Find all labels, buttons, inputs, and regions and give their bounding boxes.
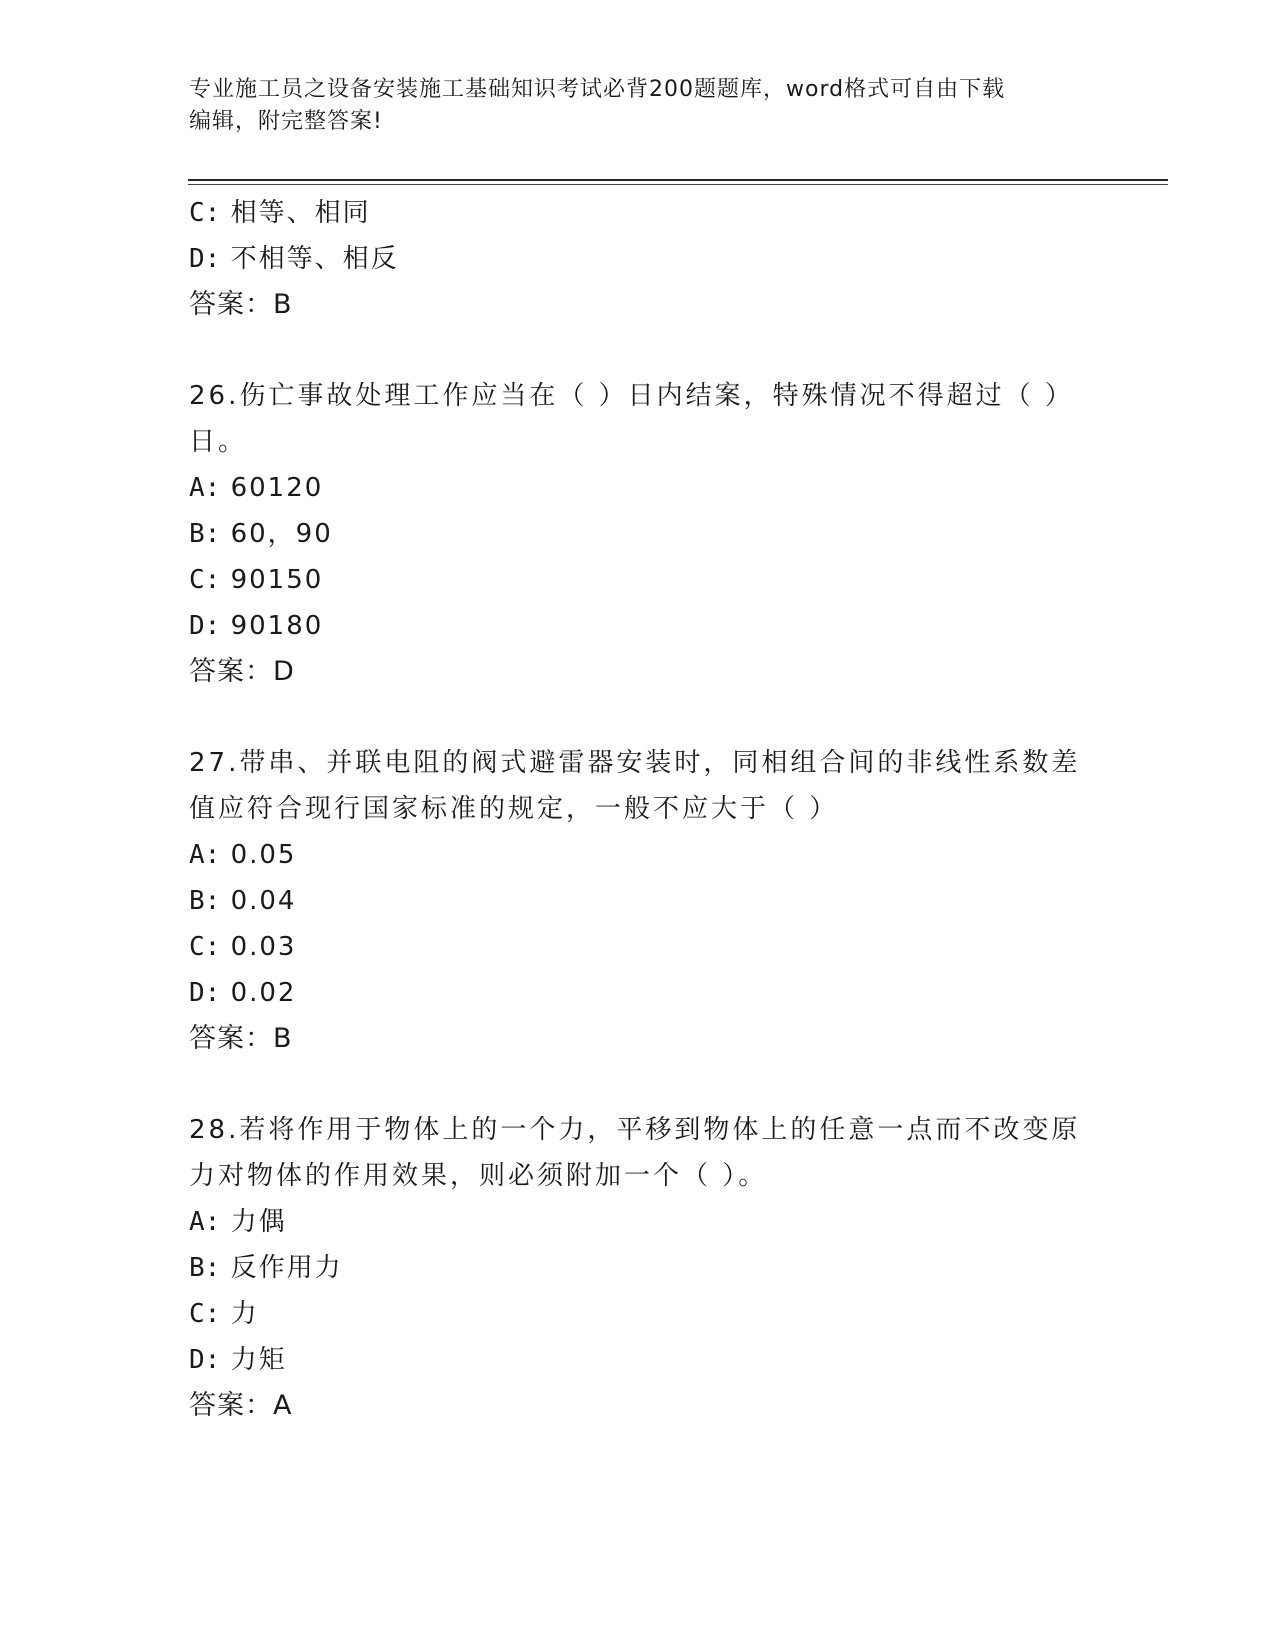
option-label: C:: [189, 932, 221, 962]
option-label: D:: [189, 244, 221, 274]
question-text-line1: 27.带串、并联电阻的阀式避雷器安装时，同相组合间的非线性系数差: [189, 748, 1081, 778]
option-text: 相等、相同: [230, 198, 371, 228]
question-27: [189, 740, 1089, 1062]
option-label: C:: [189, 1299, 221, 1329]
carryover-block: [189, 190, 1089, 328]
option-label: B:: [189, 1253, 221, 1283]
option-label: C:: [189, 565, 221, 595]
option-text: 60120: [230, 473, 324, 503]
question-26: [189, 373, 1089, 695]
question-text-line1: 28.若将作用于物体上的一个力，平移到物体上的任意一点而不改变原: [189, 1115, 1081, 1145]
answer-line: 答案：B: [189, 1023, 293, 1054]
option-d: [189, 603, 1089, 649]
option-d: [189, 970, 1089, 1016]
question-text-line2: 日。: [189, 427, 248, 457]
question-content: [189, 190, 1089, 1429]
option-label: D:: [189, 978, 221, 1008]
option-label: A:: [189, 1207, 221, 1237]
option-text: 力矩: [230, 1345, 287, 1375]
header-title-line2: 编辑，附完整答案!: [189, 109, 383, 134]
answer-line: 答案：A: [189, 1390, 293, 1421]
option-text: 不相等、相反: [230, 244, 399, 274]
header-title-line1: 专业施工员之设备安装施工基础知识考试必背200题题库，word格式可自由下载: [189, 77, 1006, 102]
document-header: [189, 74, 1089, 138]
option-c: [189, 924, 1089, 970]
option-text: 90180: [230, 611, 324, 641]
spacer: [189, 328, 1089, 373]
answer-line: 答案：D: [189, 656, 295, 687]
option-b: [189, 1245, 1089, 1291]
spacer: [189, 695, 1089, 740]
header-divider-thin: [188, 184, 1168, 185]
option-c: [189, 557, 1089, 603]
option-label: A:: [189, 840, 221, 870]
answer-line: 答案：B: [189, 289, 293, 320]
option-label: B:: [189, 519, 221, 549]
option-label: B:: [189, 886, 221, 916]
option-label: C:: [189, 198, 221, 228]
option-text: 60，90: [230, 519, 333, 549]
option-text: 力: [230, 1299, 259, 1329]
option-b: [189, 511, 1089, 557]
option-text: 0.05: [230, 840, 297, 870]
spacer: [189, 1062, 1089, 1107]
question-text-line1: 26.伤亡事故处理工作应当在（ ）日内结案，特殊情况不得超过（ ）: [189, 381, 1074, 411]
option-text: 0.04: [230, 886, 297, 916]
option-text: 0.03: [230, 932, 297, 962]
option-a: [189, 1199, 1089, 1245]
option-label: D:: [189, 611, 221, 641]
option-a: [189, 832, 1089, 878]
option-label: D:: [189, 1345, 221, 1375]
question-text-line2: 力对物体的作用效果，则必须附加一个（ ）。: [189, 1161, 768, 1191]
option-d: [189, 1337, 1089, 1383]
option-text: 反作用力: [230, 1253, 343, 1283]
option-c: [189, 1291, 1089, 1337]
question-text-line2: 值应符合现行国家标准的规定，一般不应大于（ ）: [189, 794, 839, 824]
option-label: A:: [189, 473, 221, 503]
option-text: 0.02: [230, 978, 297, 1008]
option-text: 力偶: [230, 1207, 287, 1237]
question-28: [189, 1107, 1089, 1429]
option-b: [189, 878, 1089, 924]
option-c: [189, 190, 1089, 236]
option-d: [189, 236, 1089, 282]
option-a: [189, 465, 1089, 511]
option-text: 90150: [230, 565, 324, 595]
header-divider-thick: [188, 179, 1168, 181]
